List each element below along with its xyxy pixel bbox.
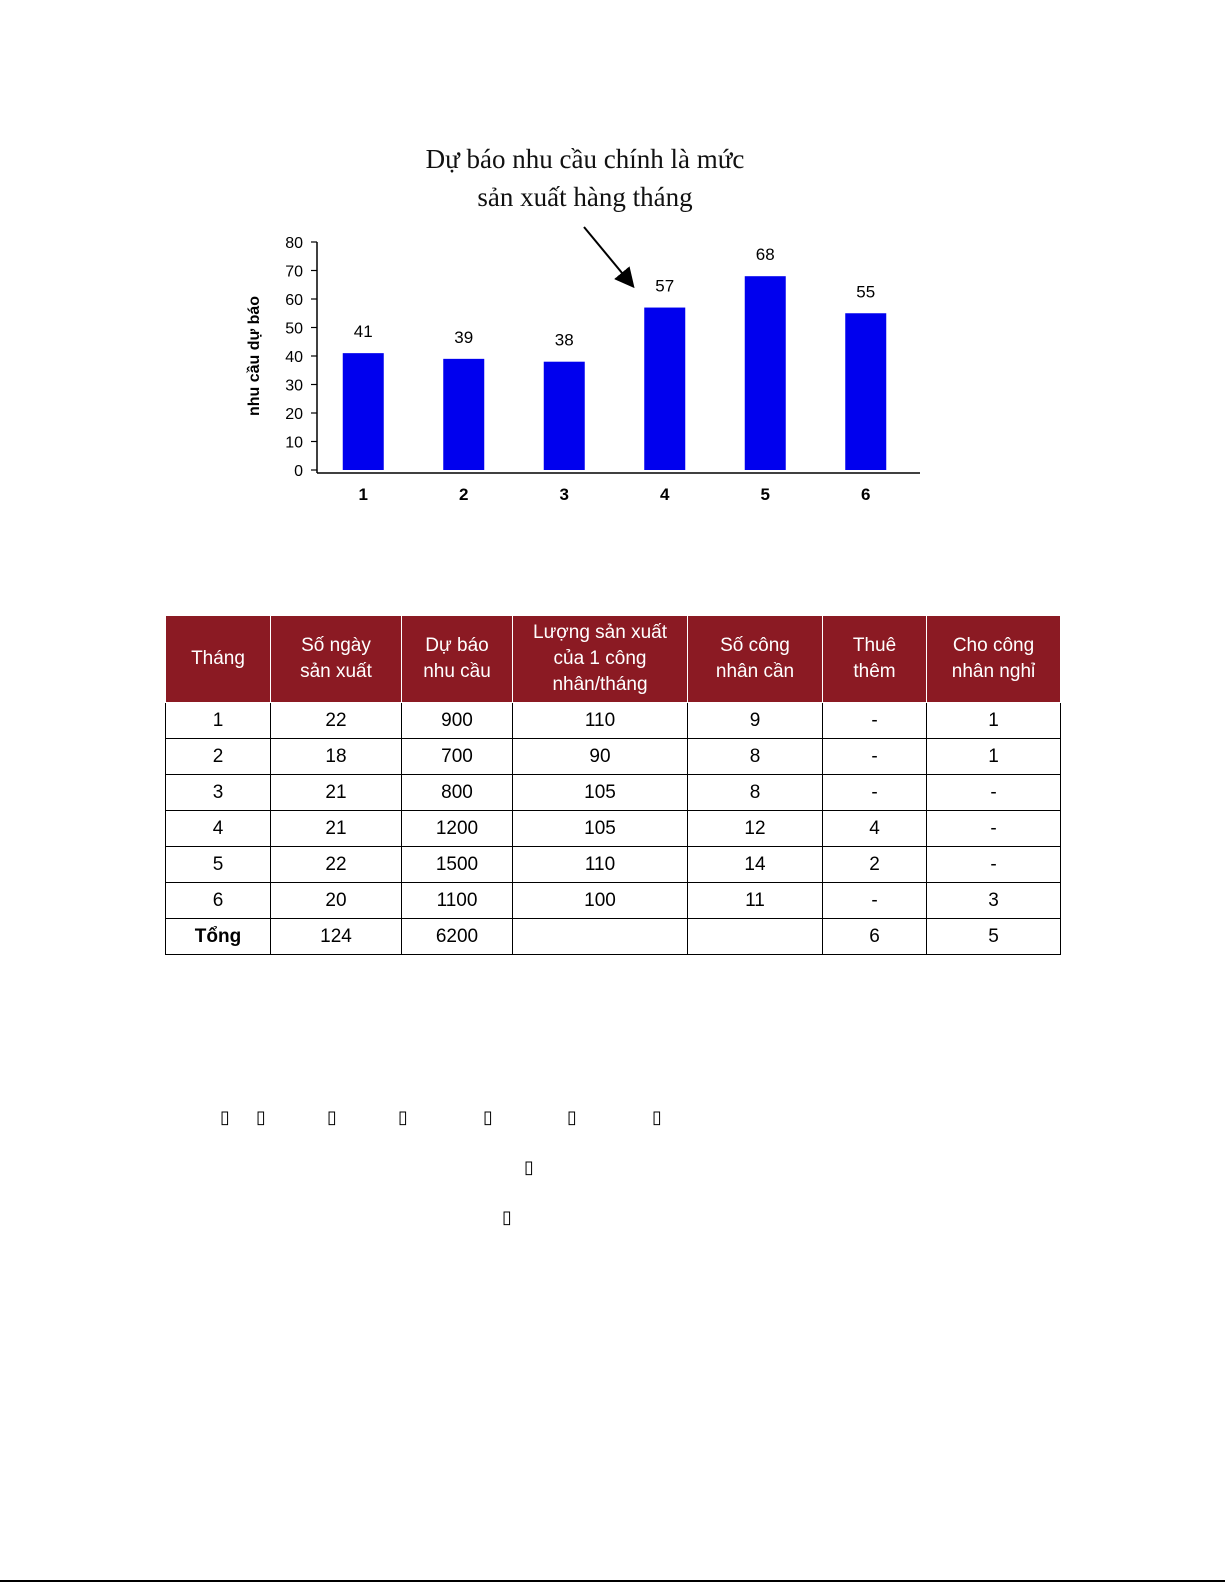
x-tick-label: 3 (559, 485, 569, 504)
table-cell: 105 (513, 811, 688, 847)
bar-value-label: 68 (755, 245, 775, 265)
bar (745, 276, 786, 470)
table-cell: 110 (513, 847, 688, 883)
y-tick-label: 20 (285, 406, 303, 423)
table-cell: 1 (166, 703, 271, 739)
table-cell: 9 (688, 703, 823, 739)
placeholder-glyph: ▯ (567, 1107, 577, 1128)
y-axis-label: nhu cầu dự báo (246, 295, 263, 417)
bar (544, 362, 585, 470)
bar-chart (0, 0, 1225, 540)
table-cell: 22 (271, 847, 402, 883)
column-header-line: sản xuất (300, 661, 372, 682)
bar-value-label: 38 (554, 330, 574, 350)
table-cell: 6200 (402, 919, 513, 955)
annotation-arrow (584, 227, 632, 285)
table-cell: 110 (513, 703, 688, 739)
table-cell: 100 (513, 883, 688, 919)
annotation-line-2: sản xuất hàng tháng (477, 182, 693, 212)
bar (343, 353, 384, 470)
page-bottom-rule (0, 1580, 1225, 1582)
x-tick-label: 1 (358, 485, 368, 504)
table-row (166, 703, 1061, 739)
column-header-line: Dự báo (425, 635, 489, 656)
placeholder-glyph: ▯ (652, 1107, 662, 1128)
y-tick-label: 80 (285, 235, 303, 252)
table-cell: - (823, 775, 927, 811)
column-header-line: Thuê (852, 635, 897, 656)
table-row (166, 811, 1061, 847)
column-header-line: nhân/tháng (552, 674, 648, 695)
table-cell (513, 919, 688, 955)
column-header-line: Lượng sản xuất (533, 622, 667, 643)
placeholder-glyph: ▯ (502, 1207, 512, 1228)
table-cell: 5 (166, 847, 271, 883)
table-cell: 3 (927, 883, 1061, 919)
table-cell: - (823, 883, 927, 919)
workforce-table (165, 615, 1061, 955)
column-header (166, 616, 271, 703)
table-cell: 90 (513, 739, 688, 775)
table-cell: 8 (688, 775, 823, 811)
table-cell: 2 (166, 739, 271, 775)
column-header-line: thêm (853, 661, 896, 682)
column-header (513, 616, 688, 703)
table-cell: 8 (688, 739, 823, 775)
table-cell: 2 (823, 847, 927, 883)
annotation-line-1: Dự báo nhu cầu chính là mức (425, 144, 745, 174)
table-row (166, 883, 1061, 919)
placeholder-glyph: ▯ (256, 1107, 266, 1128)
table-cell: 11 (688, 883, 823, 919)
column-header-line: nhu cầu (423, 661, 491, 682)
table-cell: 1200 (402, 811, 513, 847)
table-cell: 5 (927, 919, 1061, 955)
table-cell: 4 (166, 811, 271, 847)
table-cell (688, 919, 823, 955)
table-cell: 22 (271, 703, 402, 739)
y-tick-label: 70 (285, 263, 303, 281)
symbol-row-1 (0, 1107, 1225, 1131)
bar (845, 313, 886, 470)
table-row (166, 775, 1061, 811)
column-header-line: Số công (720, 635, 790, 656)
y-tick-label: 40 (285, 349, 303, 366)
bar-value-label: 55 (856, 282, 876, 302)
table-cell: 3 (166, 775, 271, 811)
table-cell: 6 (823, 919, 927, 955)
column-header-line: Số ngày (301, 635, 371, 656)
x-tick-label: 2 (459, 485, 469, 504)
table-body (166, 703, 1061, 955)
column-header-line: nhân cần (715, 661, 795, 682)
x-tick-label: 5 (760, 485, 770, 504)
column-header-line: nhân nghỉ (951, 661, 1036, 682)
table-cell: 1 (927, 703, 1061, 739)
x-tick-label: 4 (660, 485, 670, 504)
placeholder-glyph: ▯ (524, 1157, 534, 1178)
x-tick-label: 6 (861, 485, 871, 504)
y-tick-label: 60 (285, 292, 303, 309)
table-cell: - (823, 739, 927, 775)
table-row (166, 919, 1061, 955)
table-cell: 900 (402, 703, 513, 739)
chart-annotation (395, 140, 775, 216)
placeholder-glyph: ▯ (220, 1107, 230, 1128)
placeholder-glyph: ▯ (398, 1107, 408, 1128)
table-cell: 21 (271, 775, 402, 811)
table-cell: 1 (927, 739, 1061, 775)
table-row (166, 847, 1061, 883)
table-cell: 21 (271, 811, 402, 847)
column-header (271, 616, 402, 703)
table-cell: - (927, 847, 1061, 883)
table-cell: 18 (271, 739, 402, 775)
bar-value-label: 57 (655, 276, 675, 296)
table-cell: 700 (402, 739, 513, 775)
column-header (688, 616, 823, 703)
table-cell: 1100 (402, 883, 513, 919)
table-cell: 14 (688, 847, 823, 883)
table-cell: 800 (402, 775, 513, 811)
bar-value-label: 39 (454, 327, 474, 347)
table-cell: Tổng (166, 919, 271, 955)
table-cell: 124 (271, 919, 402, 955)
table-row (166, 739, 1061, 775)
table-cell: - (927, 811, 1061, 847)
table-cell: - (823, 703, 927, 739)
column-header-line: Cho công (952, 635, 1035, 656)
y-tick-label: 0 (294, 463, 303, 480)
column-header (823, 616, 927, 703)
table-cell: - (927, 775, 1061, 811)
column-header (402, 616, 513, 703)
symbol-row-2 (0, 1157, 1225, 1181)
table-cell: 12 (688, 811, 823, 847)
table-cell: 1500 (402, 847, 513, 883)
placeholder-glyph: ▯ (327, 1107, 337, 1128)
bar (644, 308, 685, 470)
table-cell: 20 (271, 883, 402, 919)
column-header-line: của 1 công (553, 648, 647, 669)
table-cell: 6 (166, 883, 271, 919)
y-tick-label: 10 (285, 434, 303, 452)
bar-value-label: 41 (353, 322, 373, 342)
table-cell: 4 (823, 811, 927, 847)
y-tick-label: 50 (285, 320, 303, 338)
placeholder-glyph: ▯ (483, 1107, 493, 1128)
bar (443, 359, 484, 470)
column-header-line: Tháng (191, 648, 245, 669)
table-cell: 105 (513, 775, 688, 811)
column-header (927, 616, 1061, 703)
symbol-row-3 (0, 1207, 1225, 1231)
table-header-row (166, 616, 1061, 703)
y-tick-label: 30 (285, 377, 303, 395)
